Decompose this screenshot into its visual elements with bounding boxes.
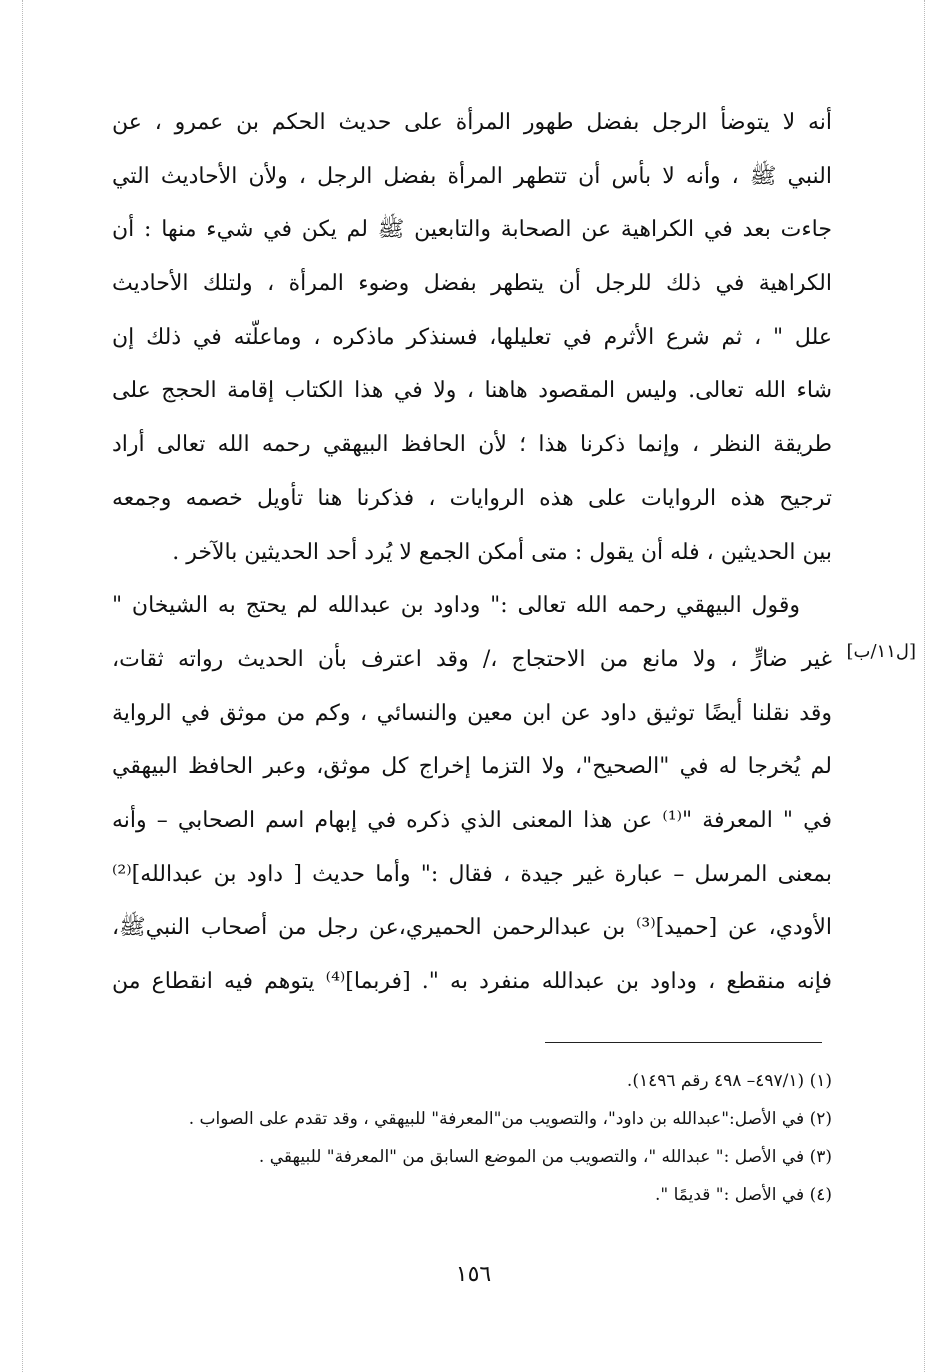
body-text xyxy=(112,96,832,1009)
body-line: بين الحديثين ، فله أن يقول : متى أمكن الجمع لا يُرد أحد الحديثين بالآخر . xyxy=(172,539,832,565)
scan-edge-left xyxy=(22,0,23,1372)
body-line: بمعنى المرسل – عبارة غير جيدة ، فقال :" وأما حديث [ داود بن عبدالله]⁽²⁾ xyxy=(112,861,832,887)
body-line: طريقة النظر ، وإنما ذكرنا هذا ؛ لأن الحافظ البيهقي رحمه الله تعالى أراد xyxy=(112,432,832,458)
footnote: (١) (٤٩٧/١– ٤٩٨ رقم ١٤٩٦). xyxy=(626,1071,832,1091)
footnote: (٢) في الأصل:"عبدالله بن داود"، والتصويب من"المعرفة" للبيهقي ، وقد تقدم على الصواب . xyxy=(188,1109,832,1129)
body-line: ترجيح هذه الروايات على هذه الروايات ، فذكرنا هنا تأويل خصمه وجمعه xyxy=(112,485,832,511)
body-line: شاء الله تعالى. وليس المقصود هاهنا ، ولا في هذا الكتاب إقامة الحجج على xyxy=(112,378,832,404)
body-line: أنه لا يتوضأ الرجل بفضل طهور المرأة على حديث الحكم بن عمرو ، عن xyxy=(112,110,832,135)
body-line: فإنه منقطع ، وداود بن عبدالله منفرد به ". [فربما]⁽⁴⁾ يتوهم فيه انقطاع من xyxy=(112,969,832,994)
body-line: جاءت بعد في الكراهية عن الصحابة والتابعين ﷺ لم يكن في شيء منها : أن xyxy=(112,217,832,243)
body-line: وقول البيهقي رحمه الله تعالى :" وداود بن عبدالله لم يحتج به الشيخان " xyxy=(112,593,800,619)
body-line: في " المعرفة "⁽¹⁾ عن هذا المعنى الذي ذكره في إبهام اسم الصحابي – وأنه xyxy=(112,807,832,833)
footnotes xyxy=(112,1062,832,1214)
footnote: (٤) في الأصل :" قديمًا ". xyxy=(654,1185,832,1205)
body-line: الكراهية في ذلك للرجل أن يتطهر بفضل وضوء المرأة ، ولتلك الأحاديث xyxy=(112,271,832,297)
body-line: الأودي، عن [حميد]⁽³⁾ بن عبدالرحمن الحميري،عن رجل من أصحاب النبيﷺ، xyxy=(112,915,832,941)
body-line: غير ضارٍّ ، ولا مانع من الاحتجاج ،/ وقد اعترف بأن الحديث رواته ثقات، xyxy=(112,646,832,672)
body-line: لم يُخرجا له في "الصحيح"، ولا التزما إخراج كل موثق، وعبر الحافظ البيهقي xyxy=(112,754,832,780)
body-line: النبي ﷺ ، وأنه لا بأس أن تتطهر المرأة بفضل الرجل ، ولأن الأحاديث التي xyxy=(112,163,832,189)
scan-edge-right xyxy=(924,0,925,1372)
page-number: ١٥٦ xyxy=(455,1262,492,1287)
footnote-separator xyxy=(545,1042,822,1043)
body-line: علل " ، ثم شرع الأثرم في تعليلها، فسنذكر ماذكره ، وماعلّته في ذلك إن xyxy=(112,324,832,350)
manuscript-folio-note: [ل١١/ب] xyxy=(846,641,916,662)
body-line: وقد نقلنا أيضًا توثيق داود عن ابن معين والنسائي ، وكم من موثق في الرواية xyxy=(112,700,832,726)
footnote: (٣) في الأصل :" عبدالله "، والتصويب من الموضع السابق من "المعرفة" للبيهقي . xyxy=(258,1147,832,1167)
